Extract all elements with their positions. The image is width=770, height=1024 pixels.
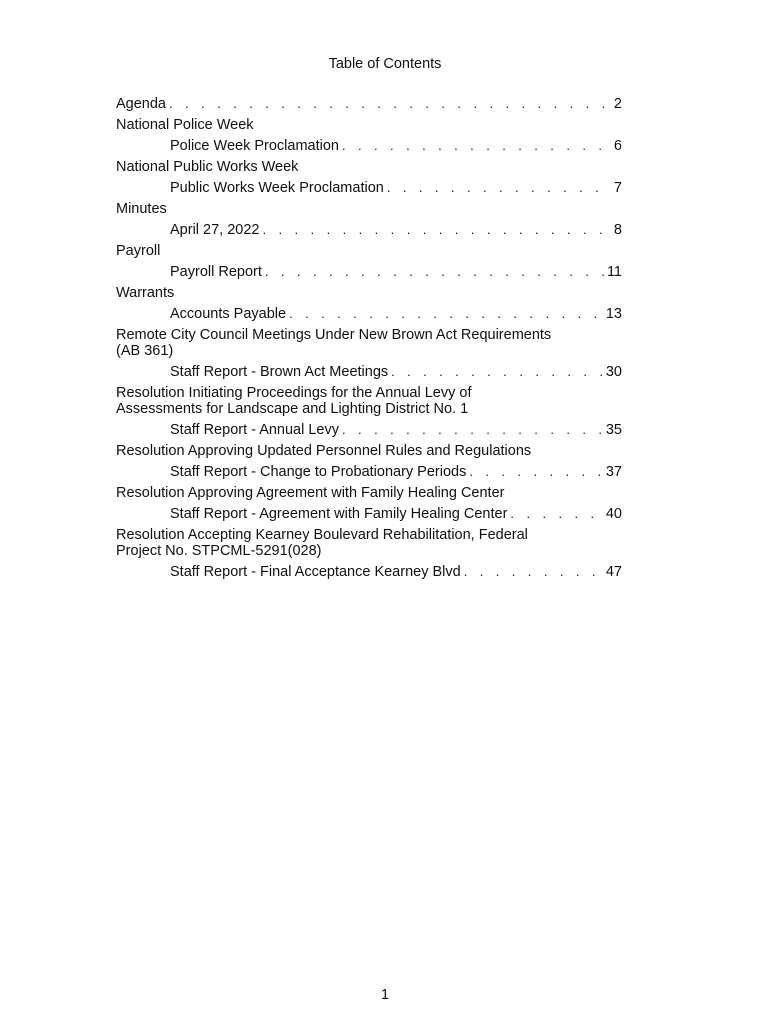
toc-entry[interactable] xyxy=(116,422,622,438)
toc-section-heading: National Public Works Week xyxy=(116,159,299,175)
dot-leader xyxy=(265,264,605,280)
toc-entry[interactable] xyxy=(116,96,622,112)
toc-entry-page[interactable]: 40 xyxy=(605,506,622,522)
dot-leader xyxy=(469,464,604,480)
dot-leader xyxy=(387,180,612,196)
toc-entry-page[interactable]: 47 xyxy=(605,564,622,580)
toc-section-heading: Payroll xyxy=(116,243,161,259)
toc-entry[interactable] xyxy=(116,464,622,480)
toc-entry[interactable] xyxy=(116,138,622,154)
toc-entry[interactable] xyxy=(116,364,622,380)
toc-entry-label[interactable]: Agenda xyxy=(116,96,166,112)
toc-entry-label[interactable]: Staff Report - Final Acceptance Kearney Blvd xyxy=(170,564,461,580)
toc-section-heading: Warrants xyxy=(116,285,175,301)
toc-section-heading: Resolution Accepting Kearney Boulevard Rehabilitation, Federal Project No. STPCML-5291(028) xyxy=(116,527,528,559)
toc-entry-label[interactable]: Staff Report - Brown Act Meetings xyxy=(170,364,389,380)
toc-entry[interactable] xyxy=(116,564,622,580)
dot-leader xyxy=(342,138,612,154)
toc-section-heading: Resolution Approving Agreement with Family Healing Center xyxy=(116,485,505,501)
toc-entry[interactable] xyxy=(116,306,622,322)
dot-leader xyxy=(342,422,604,438)
dot-leader xyxy=(464,564,604,580)
table-of-contents xyxy=(116,96,622,580)
toc-entry-page[interactable]: 13 xyxy=(605,306,622,322)
toc-entry-label[interactable]: Staff Report - Change to Probationary Periods xyxy=(170,464,467,480)
toc-entry-page[interactable]: 37 xyxy=(605,464,622,480)
toc-entry-page[interactable]: 6 xyxy=(613,138,622,154)
dot-leader xyxy=(289,306,604,322)
toc-entry[interactable] xyxy=(116,264,622,280)
toc-entry-page[interactable]: 30 xyxy=(605,364,622,380)
toc-section-heading: Minutes xyxy=(116,201,167,217)
page-number: 1 xyxy=(380,987,390,1003)
toc-section-heading: Resolution Initiating Proceedings for the Annual Levy of Assessments for Landscape and Lighting District No. 1 xyxy=(116,385,472,417)
toc-entry[interactable] xyxy=(116,222,622,238)
toc-entry-label[interactable]: Payroll Report xyxy=(170,264,262,280)
dot-leader xyxy=(169,96,612,112)
toc-entry-page[interactable]: 2 xyxy=(613,96,622,112)
toc-entry-label[interactable]: Staff Report - Agreement with Family Healing Center xyxy=(170,506,508,522)
toc-section-heading: Resolution Approving Updated Personnel Rules and Regulations xyxy=(116,443,532,459)
toc-entry-label[interactable]: Public Works Week Proclamation xyxy=(170,180,384,196)
toc-entry-page[interactable]: 7 xyxy=(613,180,622,196)
dot-leader xyxy=(262,222,611,238)
dot-leader xyxy=(510,506,603,522)
toc-entry-page[interactable]: 11 xyxy=(606,264,622,280)
toc-entry[interactable] xyxy=(116,506,622,522)
toc-entry-label[interactable]: Police Week Proclamation xyxy=(170,138,339,154)
toc-entry-label[interactable]: Staff Report - Annual Levy xyxy=(170,422,340,438)
toc-entry[interactable] xyxy=(116,180,622,196)
toc-section-heading: Remote City Council Meetings Under New Brown Act Requirements (AB 361) xyxy=(116,327,552,359)
dot-leader xyxy=(391,364,604,380)
toc-entry-label[interactable]: Accounts Payable xyxy=(170,306,287,322)
toc-entry-page[interactable]: 8 xyxy=(613,222,622,238)
toc-entry-page[interactable]: 35 xyxy=(605,422,622,438)
toc-title: Table of Contents xyxy=(328,56,442,72)
toc-section-heading: National Police Week xyxy=(116,117,254,133)
toc-entry-label[interactable]: April 27, 2022 xyxy=(170,222,260,238)
